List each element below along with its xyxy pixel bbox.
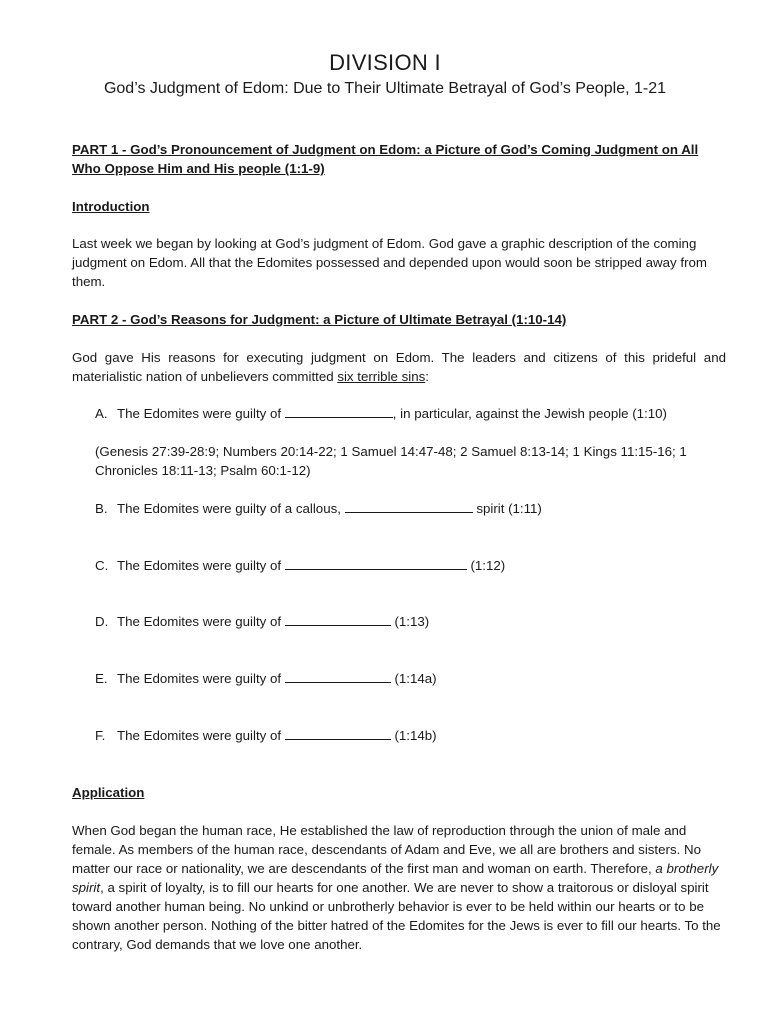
item-text-before: The Edomites were guilty of <box>117 671 285 686</box>
item-text-before: The Edomites were guilty of <box>117 614 285 629</box>
item-text-before: The Edomites were guilty of <box>117 558 285 573</box>
list-item-d <box>95 612 725 631</box>
page-subtitle: God’s Judgment of Edom: Due to Their Ultimate Betrayal of God’s People, 1-21 <box>103 80 667 97</box>
list-item-f <box>95 726 725 745</box>
item-letter: A. <box>95 406 108 421</box>
item-text-after: (1:14a) <box>390 671 437 686</box>
item-letter: B. <box>95 501 108 516</box>
application-text <box>72 821 726 954</box>
list-item-a <box>95 404 725 423</box>
part2-intro-text: God gave His reasons for executing judgment on Edom. The leaders and citizens of this prideful and materialistic nation of unbelievers committed <box>72 350 726 384</box>
item-letter: C. <box>95 558 109 573</box>
item-text-after: , in particular, against the Jewish people (1:10) <box>392 406 667 421</box>
part2-intro-end: : <box>425 369 429 384</box>
application-text-1: When God began the human race, He established the law of reproduction through the union of male and female. As members of the human race, descendants of Adam and Eve, we all are brothers and sisters. No matter our race or nationality, we are descendants of the first man and woman on earth. Therefore, <box>72 823 701 876</box>
item-letter: E. <box>95 671 108 686</box>
application-text-2: , a spirit of loyalty, is to fill our hearts for one another. We are never to show a traitorous or disloyal spirit toward another human being. No unkind or unbrotherly behavior is ever to be held within our hearts or to be shown another person. Nothing of the bitter hatred of the Edomites for the Jews is ever to fill our hearts. To the contrary, God demands that we love one another. <box>72 880 721 952</box>
fill-in-blank[interactable] <box>285 670 391 683</box>
list-item-b <box>95 499 725 518</box>
introduction-text: Last week we began by looking at God’s judgment of Edom. God gave a graphic description of the coming judgment on Edom. All that the Edomites possessed and depended upon would soon be stripped away from them. <box>72 236 707 289</box>
item-text-before: The Edomites were guilty of <box>117 728 285 743</box>
application-heading: Application <box>72 785 145 800</box>
list-item-e <box>95 669 725 688</box>
item-letter: F. <box>95 728 106 743</box>
item-text-before: The Edomites were guilty of a callous, <box>117 501 345 516</box>
fill-in-blank[interactable] <box>285 727 391 740</box>
fill-in-blank[interactable] <box>285 405 393 418</box>
item-text-after: (1:12) <box>466 558 506 573</box>
part1-heading: PART 1 - God’s Pronouncement of Judgment on Edom: a Picture of God’s Coming Judgment on All Who Oppose Him and His people (1:1-9) <box>72 142 699 176</box>
introduction-heading: Introduction <box>72 199 150 214</box>
page-title: DIVISION I <box>329 50 441 75</box>
scripture-references: (Genesis 27:39-28:9; Numbers 20:14-22; 1 Samuel 14:47-48; 2 Samuel 8:13-14; 1 Kings 11:15-16; 1 Chronicles 18:11-13; Psalm 60:1-12) <box>95 444 687 478</box>
fill-in-blank[interactable] <box>285 613 391 626</box>
six-sins-emphasis: six terrible sins <box>337 369 426 384</box>
item-text-after: (1:13) <box>390 614 430 629</box>
item-letter: D. <box>95 614 109 629</box>
part2-heading: PART 2 - God’s Reasons for Judgment: a Picture of Ultimate Betrayal (1:10-14) <box>72 312 567 327</box>
item-text-after: (1:14b) <box>390 728 437 743</box>
item-text-after: spirit (1:11) <box>472 501 542 516</box>
fill-in-blank[interactable] <box>285 557 467 570</box>
list-item-c <box>95 556 725 575</box>
part2-intro <box>72 348 726 386</box>
fill-in-blank[interactable] <box>345 500 473 513</box>
item-text-before: The Edomites were guilty of <box>117 406 285 421</box>
brotherly-spirit-emphasis: a brotherly spirit <box>72 861 719 895</box>
